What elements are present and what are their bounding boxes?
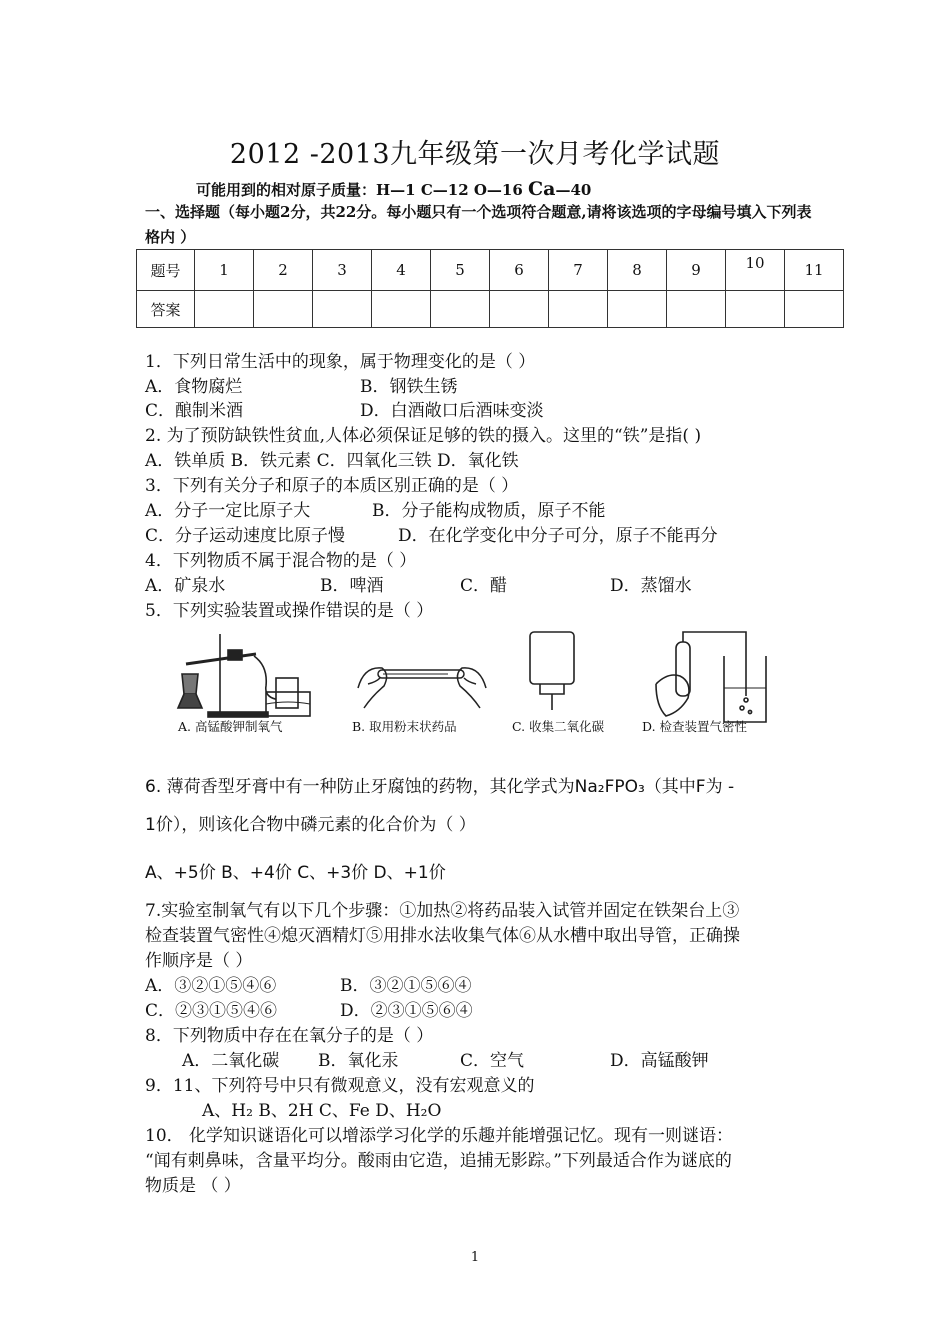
question-3-option-a: A．分子一定比原子大 (145, 501, 311, 521)
question-1-option-c: C．酿制米酒 (145, 401, 244, 421)
question-7-option-d: D．②③①⑤⑥④ (340, 1001, 473, 1021)
figure-a-apparatus (178, 634, 310, 717)
answer-cell[interactable] (490, 291, 549, 328)
question-8-stem: 8．下列物质中存在在氧分子的是（ ） (145, 1026, 434, 1046)
question-9-stem: 9．11、下列符号中只有微观意义，没有宏观意义的 (145, 1076, 535, 1096)
exam-title: 2012 -2013九年级第一次月考化学试题 (229, 139, 721, 170)
answer-label: 答案 (137, 291, 195, 328)
figure-d-caption: D. 检查装置气密性 (642, 719, 748, 734)
figure-d-apparatus (656, 632, 766, 722)
question-7-option-c: C．②③①⑤④⑥ (145, 1001, 278, 1021)
question-7-option-b: B．③②①⑤⑥④ (340, 976, 472, 996)
question-number-cell: 3 (313, 250, 372, 291)
question-7-line-1: 7.实验室制氧气有以下几个步骤：①加热②将药品装入试管并固定在铁架台上③ (145, 901, 740, 921)
answer-cell[interactable] (254, 291, 313, 328)
answer-cell[interactable] (549, 291, 608, 328)
question-4-option-c: C．醋 (460, 576, 508, 596)
page-number: 1 (470, 1250, 480, 1265)
question-6-line-1: 6. 薄荷香型牙膏中有一种防止牙腐蚀的药物，其化学式为Na₂FPO₃（其中F为 - (145, 777, 735, 797)
question-3-option-d: D．在化学变化中分子可分，原子不能再分 (398, 526, 718, 546)
question-3-option-b: B．分子能构成物质，原子不能 (372, 501, 606, 521)
question-1-option-b: B．钢铁生锈 (360, 377, 458, 397)
question-number-cell: 1 (195, 250, 254, 291)
question-8-option-a: A．二氧化碳 (182, 1051, 280, 1071)
question-7-option-a: A．③②①⑤④⑥ (145, 976, 277, 996)
question-number-cell: 5 (431, 250, 490, 291)
figure-c-apparatus (530, 632, 574, 710)
question-5-stem: 5．下列实验装置或操作错误的是（ ） (145, 601, 434, 621)
answer-cell[interactable] (195, 291, 254, 328)
question-4-option-a: A．矿泉水 (145, 576, 226, 596)
question-2-stem: 2. 为了预防缺铁性贫血,人体必须保证足够的铁的摄入。这里的“铁”是指( ) (145, 426, 702, 446)
answer-cell[interactable] (313, 291, 372, 328)
answer-cell[interactable] (785, 291, 844, 328)
question-6-line-2: 1价），则该化合物中磷元素的化合价为（ ） (145, 815, 476, 835)
question-4-option-b: B．啤酒 (320, 576, 384, 596)
figure-a-caption: A. 高锰酸钾制氧气 (178, 719, 283, 734)
question-8-option-c: C．空气 (460, 1051, 525, 1071)
question-number-cell: 7 (549, 250, 608, 291)
section-heading: 一、选择题（每小题2分，共22分。每小题只有一个选项符合题意,请将该选项的字母编号填入下列表格内 ） (145, 203, 812, 246)
question-8-option-d: D．高锰酸钾 (610, 1051, 709, 1071)
atomic-mass-line (196, 178, 591, 200)
question-7-line-2: 检查装置气密性④熄灭酒精灯⑤用排水法收集气体⑥从水槽中取出导管，正确操 (145, 926, 740, 946)
question-10-line-2: “闻有刺鼻味，含量平均分。酸雨由它造，追捕无影踪。”下列最适合作为谜底的 (145, 1151, 732, 1171)
question-4-option-d: D．蒸馏水 (610, 576, 692, 596)
question-4-stem: 4．下列物质不属于混合物的是（ ） (145, 551, 417, 571)
question-1-stem: 1．下列日常生活中的现象，属于物理变化的是（ ） (145, 352, 536, 372)
question-10-line-1: 10． 化学知识谜语化可以增添学习化学的乐趣并能增强记忆。现有一则谜语： (145, 1126, 734, 1146)
answer-cell[interactable] (431, 291, 490, 328)
question-6-options: A、+5价 B、+4价 C、+3价 D、+1价 (145, 863, 446, 883)
question-10-line-3: 物质是 （ ） (145, 1176, 241, 1196)
question-2-options: A．铁单质 B．铁元素 C．四氧化三铁 D．氧化铁 (145, 451, 519, 471)
answer-cell[interactable] (726, 291, 785, 328)
question-number-cell: 4 (372, 250, 431, 291)
figure-b-caption: B. 取用粉末状药品 (352, 719, 457, 734)
question-number-cell: 9 (667, 250, 726, 291)
question-number-cell: 2 (254, 250, 313, 291)
answer-table (136, 249, 844, 328)
question-number-cell: 6 (490, 250, 549, 291)
question-3-stem: 3．下列有关分子和原子的本质区别正确的是（ ） (145, 476, 519, 496)
question-number-cell: 11 (785, 250, 844, 291)
atomic-mass-prefix: 可能用到的相对原子质量：H—1 C—12 O—16 (196, 181, 529, 199)
atomic-mass-ca: Ca (528, 178, 556, 200)
question-number-cell: 10 (726, 250, 785, 291)
figure-b-apparatus (358, 668, 486, 708)
answer-cell[interactable] (608, 291, 667, 328)
answer-table-answer-row (137, 291, 844, 328)
atomic-mass-ca-value: —40 (555, 181, 592, 199)
question-number-label: 题号 (137, 250, 195, 291)
figure-c-caption: C. 收集二氧化碳 (512, 719, 605, 734)
question-3-option-c: C．分子运动速度比原子慢 (145, 526, 346, 546)
question-8-option-b: B．氧化汞 (318, 1051, 399, 1071)
answer-table-header-row (137, 250, 844, 291)
question-1-option-a: A．食物腐烂 (145, 377, 243, 397)
question-number-cell: 8 (608, 250, 667, 291)
question-9-options: A、H₂ B、2H C、Fe D、H₂O (202, 1101, 442, 1121)
answer-cell[interactable] (667, 291, 726, 328)
question-7-line-3: 作顺序是（ ） (145, 951, 253, 971)
answer-cell[interactable] (372, 291, 431, 328)
question-1-option-d: D．白酒敞口后酒味变淡 (360, 401, 544, 421)
